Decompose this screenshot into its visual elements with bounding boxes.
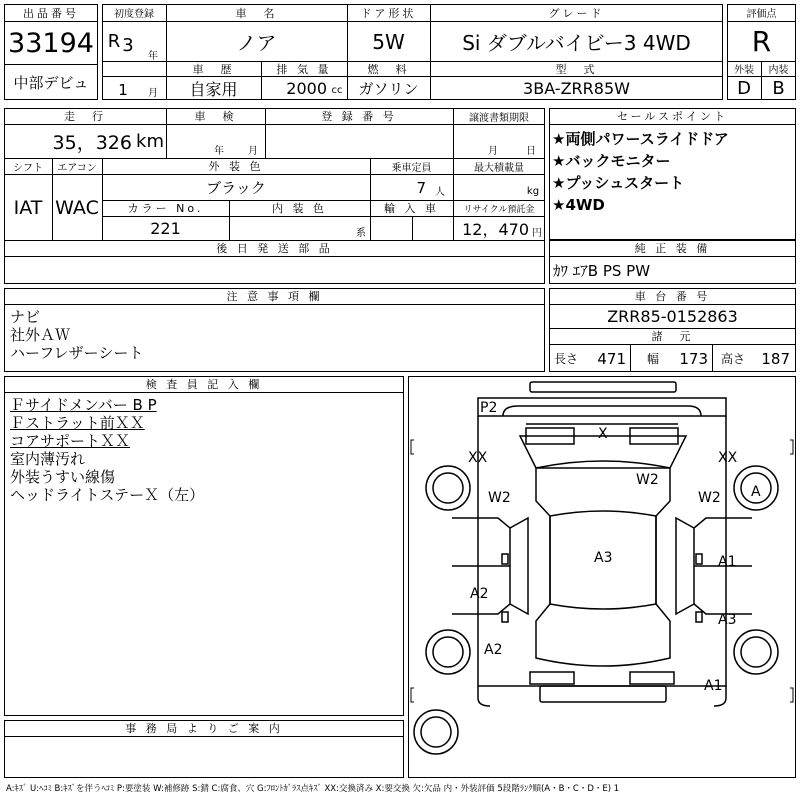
- load-label: 最大積載量: [474, 162, 524, 174]
- height: 187: [761, 349, 790, 368]
- model: 3BA-ZRR85W: [523, 79, 630, 98]
- fuel-label: 燃 料: [367, 62, 410, 76]
- trans-day-unit: 日: [526, 145, 536, 157]
- diag-x: X: [598, 426, 608, 442]
- history-label: 車 歴: [192, 62, 235, 76]
- lot-number: 33194: [8, 27, 94, 59]
- color-no-label: カラー No.: [127, 202, 204, 215]
- venue: 中部デビュ: [13, 74, 89, 92]
- car-diagram: [408, 376, 796, 778]
- later-parts-label: 後 日 発 送 部 品: [216, 242, 333, 255]
- diag-a2-bottom-left: A2: [484, 642, 503, 658]
- selling-point: ★両側パワースライドドア: [552, 130, 729, 148]
- grade: Si ダブルバイビー3 4WD: [462, 31, 691, 55]
- equipment-label: 純 正 装 備: [634, 242, 711, 255]
- color-no: 221: [150, 219, 181, 238]
- ext-grade: D: [737, 78, 751, 99]
- diag-xx-left: XX: [468, 450, 488, 466]
- inspection-label: 車 検: [194, 110, 237, 123]
- insp-year-unit: 年: [214, 145, 224, 157]
- car-name: ノア: [236, 31, 277, 55]
- trans-month-unit: 月: [488, 145, 498, 157]
- era: R: [107, 30, 121, 52]
- int-label: 内装: [768, 65, 789, 76]
- diag-a3-right: A3: [718, 612, 737, 628]
- width: 173: [679, 349, 708, 368]
- equipment-value: ｶﾜ ｴｱB PS PW: [553, 262, 651, 280]
- diag-a2-left: A2: [470, 586, 489, 602]
- import-label: 輸 入 車: [384, 202, 439, 215]
- score-label: 評価点: [746, 9, 777, 20]
- diag-w2-left: W2: [488, 490, 511, 506]
- inspector-line: ヘッドライトステーＸ（左）: [10, 486, 205, 504]
- dims-label: 諸 元: [651, 330, 694, 343]
- int-color-label: 内 装 色: [272, 202, 327, 215]
- inspector-line: 外装うすい線傷: [10, 468, 116, 486]
- displacement-label: 排 気 量: [276, 62, 332, 76]
- note-line: ナビ: [10, 308, 41, 326]
- diag-w2-right: W2: [698, 490, 721, 506]
- insp-month-unit: 月: [248, 145, 258, 157]
- mileage-unit: km: [136, 131, 164, 152]
- capacity-label: 乗車定員: [391, 162, 432, 174]
- inspector-line: Ｆストラット前ＸＸ: [10, 414, 145, 432]
- int-color-unit: 系: [356, 227, 366, 239]
- name-label: 車 名: [235, 6, 278, 20]
- color: ブラック: [206, 179, 266, 197]
- inspector-line: コアサポートＸＸ: [10, 432, 131, 450]
- load-unit: kg: [526, 185, 540, 197]
- selling-point: ★4WD: [552, 196, 605, 214]
- chassis-number: ZRR85-0152863: [607, 307, 738, 326]
- inspector-lines: [10, 396, 204, 504]
- model-label: 型 式: [555, 62, 598, 76]
- lot-label: 出品番号: [23, 6, 79, 20]
- displacement: 2000: [286, 79, 327, 98]
- shift: IAT: [13, 196, 43, 219]
- width-label: 幅: [646, 352, 659, 366]
- int-grade: B: [772, 78, 785, 99]
- recycle: 12，470: [462, 220, 529, 239]
- month: 1: [118, 80, 128, 99]
- displacement-unit: cc: [331, 84, 343, 96]
- selling-points-list: [552, 128, 794, 216]
- selling-point: ★プッシュスタート: [552, 174, 685, 192]
- notes-lines: [10, 308, 143, 362]
- door-label: ドア形状: [360, 6, 417, 20]
- shift-label: シフト: [13, 162, 43, 174]
- diag-w2-center: W2: [636, 472, 659, 488]
- height-label: 高さ: [720, 352, 745, 366]
- legend: A:ｷｽﾞ U:ﾍｺﾐ B:ｷｽﾞを伴うﾍｺﾐ P:要塗装 W:補修跡 S:錆 C:腐食、穴 G:ﾌﾛﾝﾄｶﾞﾗｽ点ｷｽﾞ XX:交換済み X:要交換 欠:欠品 内・外装評価 5段階ﾗﾝｸ順(A・B・C・D・E) 1: [6, 784, 620, 794]
- color-label: 外 装 色: [208, 160, 264, 173]
- month-unit: 月: [148, 87, 158, 99]
- length-label: 長さ: [553, 352, 578, 366]
- notes-label: 注 意 事 項 欄: [226, 290, 323, 303]
- office-label: 事 務 局 よ り ご 案 内: [125, 722, 283, 735]
- ext-label: 外装: [734, 65, 754, 76]
- reg-label: 登 録 番 号: [321, 110, 397, 123]
- length: 471: [597, 349, 626, 368]
- chassis-label: 車 台 番 号: [634, 290, 711, 303]
- transfer-label: 譲渡書類期限: [469, 112, 529, 124]
- grade-label: グレード: [548, 6, 605, 20]
- inspector-line: 室内薄汚れ: [10, 450, 86, 468]
- mileage: 35，326: [52, 132, 132, 154]
- note-line: 社外ＡＷ: [10, 326, 71, 344]
- fuel: ガソリン: [358, 80, 419, 98]
- era-year: 3: [122, 34, 134, 56]
- first-reg-label: 初度登録: [114, 9, 154, 20]
- diag-a: A: [751, 484, 761, 500]
- note-line: ハーフレザーシート: [10, 344, 144, 362]
- ac-label: エアコン: [57, 162, 97, 174]
- recycle-label: リサイクル預託金: [463, 204, 535, 215]
- selling-point: ★バックモニター: [552, 152, 671, 170]
- mileage-label: 走 行: [64, 110, 106, 123]
- diag-xx-right: XX: [718, 450, 738, 466]
- capacity: 7: [416, 178, 426, 197]
- diag-a3-center: A3: [594, 550, 613, 566]
- diag-p2: P2: [480, 400, 498, 416]
- recycle-unit: 円: [532, 227, 542, 239]
- history: 自家用: [189, 80, 238, 99]
- diag-a1-bottom-right: A1: [704, 678, 723, 694]
- score: R: [751, 25, 772, 58]
- door-type: 5W: [372, 29, 405, 54]
- year-unit: 年: [148, 50, 158, 62]
- inspector-label: 検 査 員 記 入 欄: [145, 378, 263, 391]
- diag-a1-right: A1: [718, 554, 737, 570]
- capacity-unit: 人: [435, 186, 445, 198]
- selling-label: セールスポイント: [616, 110, 728, 123]
- inspector-line: Ｆサイドメンバー B P: [10, 396, 157, 414]
- ac: WAC: [55, 196, 99, 219]
